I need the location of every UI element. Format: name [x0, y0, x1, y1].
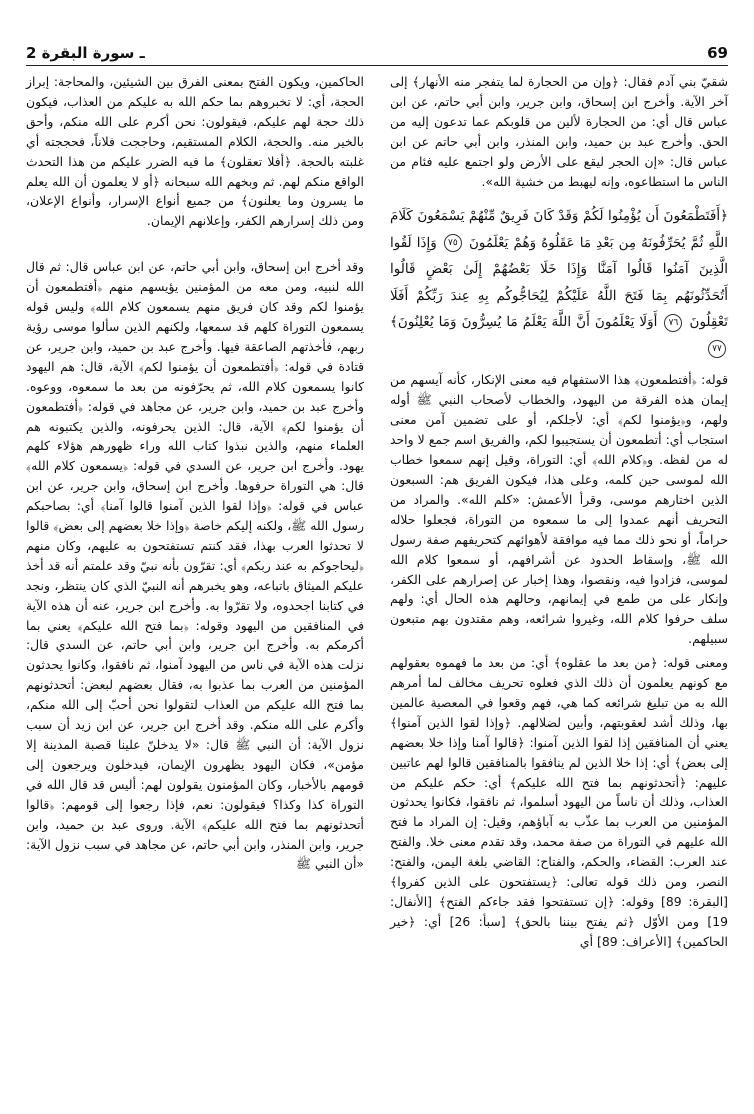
page-header [26, 44, 728, 64]
right-column [390, 72, 728, 956]
surah-title: 2 ـ سورة البقرة [26, 44, 145, 62]
quran-verse-block [390, 203, 728, 362]
verse-number-marker: ٧٧ [708, 340, 726, 358]
left-column [26, 72, 364, 878]
quran-verse-text: وَإِذَا لَقُوا الَّذِينَ آمَنُوا قَالُوا آمَنَّا وَإِذَا خَلَا بَعْضُهُمْ إِلَىٰ بَعْضٍ قَالُوا أَتُحَدِّثُونَهُم بِمَا فَتَحَ اللَّهُ عَلَيْكُمْ لِيُحَاجُّوكُم بِهِ عِندَ رَبِّكُمْ أَفَلَا تَعْقِلُونَ [390, 234, 729, 331]
verse-number-marker: ٧٥ [444, 234, 462, 252]
commentary-paragraph: وقد أخرج ابن إسحاق، وابن أبي حاتم، عن ابن عباس قال: ثم قال الله لنبيه، ومن معه من المؤمنين يؤيسهم منهم ﴿أفتطمعون أن يؤمنوا لكم وقد كان فريق منهم يسمعون كلام الله﴾ وليس قوله يسمعون التوراة كلهم قد سمعها، ولكنهم الذين سألوا موسى رؤية ربهم، فأخذتهم الصاعقة فيها. وأخرج عبد بن حميد، وابن جرير، عن قتادة في قوله: ﴿أفتطمعون أن يؤمنوا لكم﴾ الآية، قال: هم اليهود كانوا يسمعون كلام الله، ثم يحرّفونه من بعد ما سمعوه، ووعوه. وأخرج عبد بن حميد، وابن جرير، عن مجاهد في قوله: ﴿أفتطمعون أن يؤمنوا لكم﴾ الآية، قال: الذين يحرفونه، والذين يكتبونه هم العلماء منهم، والذين نبذوا كتاب الله وراء ظهورهم هؤلاء كلهم يهود. وأخرج ابن جرير، عن السدي في قوله: ﴿يسمعون كلام الله﴾ قال: هي التوراة حرفوها. وأخرج ابن إسحاق، وابن جرير، عن ابن عباس في قوله: ﴿وإذا لقوا الذين آمنوا قالوا آمنا﴾ أي: بصاحبكم رسول الله ﷺ، ولكنه إليكم خاصة ﴿وإذا خلا بعضهم إلى بعض﴾ قالوا لا تحدثوا العرب بهذا، فقد كنتم تستفتحون به عليهم، وكان منهم ﴿ليحاجوكم به عند ربكم﴾ أي: تقرّون بأنه نبيّ وقد علمتم أنه قد أخذ عليكم الميثاق باتباعه، وهو يخبرهم أنه النبيّ الذي كان ينتظر، ونجد في كتابنا اجحدوه، ولا تقرّوا به. وأخرج ابن جرير، عنه أن هذه الآية في المنافقين من اليهود وقوله: ﴿بما فتح الله عليكم﴾ يعني بما أكرمكم به. وأخرج ابن جرير، وابن أبي حاتم، عن السدي قال: نزلت هذه الآية في ناس من اليهود آمنوا، ثم نافقوا، وكانوا يحدثون المؤمنين من العرب بما عذبوا به، فقال بعضهم لبعض: أتحدثونهم بما فتح الله عليكم من العذاب لتقولوا نحن أحبّ إلى الله منكم، وأكرم على الله منكم. وقد أخرج ابن جرير، عن ابن زيد أن سبب نزول الآية: أن النبي ﷺ قال: «لا يدخلنّ علينا قصبة المدينة إلا مؤمن»، فكان اليهود يظهرون الإيمان، فيدخلون ويرجعون إلى قومهم بالأخبار، وكان المؤمنون يقولون لهم: أليس قد قال الله في التوراة كذا وكذا؟ فيقولون: نعم، فإذا رجعوا إلى قومهم: ﴿قالوا أتحدثونهم بما فتح الله عليكم﴾ الآية. وروى عبد بن حميد، وابن جرير، وابن المنذر، وابن أبي حاتم، عن مجاهد في سبب نزول الآية: «أن النبي ﷺ [26, 259, 364, 872]
verse-number-marker: ٧٦ [664, 314, 682, 332]
quran-verse-text: أَوَلَا يَعْلَمُونَ أَنَّ اللَّهَ يَعْلَمُ مَا يُسِرُّونَ وَمَا يُعْلِنُونَ﴾ [390, 314, 658, 331]
commentary-paragraph: قوله: ﴿أفتطمعون﴾ هذا الاستفهام فيه معنى الإنكار، كأنه آيسهم من إيمان هذه الفرقة من اليهود، والخطاب لأصحاب النبي ﷺ أوله ولهم، و﴿يؤمنوا لكم﴾ أي: لأجلكم، أو على تضمين آمن معنى استجاب أي: أتطمعون أن يستجيبوا لكم، والفريق اسم جمع لا واحد له من لفظه. و﴿كلام الله﴾ أي: التوراة، وقيل إنهم سمعوا خطاب الله لموسى حين كلمه، وعلى هذا، فيكون الفريق هم: السبعون الذين اختارهم موسى، وقرأ الأعمش: «كلم الله». والمراد من التحريف أنهم عمدوا إلى ما سمعوه من التوراة، فجعلوا حلاله حراماً، أو نحو ذلك مما فيه موافقة لأهوائهم كتحريفهم صفة رسول الله ﷺ، وإسقاط الحدود عن أشرافهم، أو سمعوا كلام الله لموسى، فزادوا فيه، ونقصوا، وهذا إخبار عن إصرارهم على الكفر، وإنكار على من طمع في إيمانهم، وحالهم هذه الحال أي: ولهم سلف حرفوا كلام الله، وغيروا شرائعه، وهم مقتدون بهم متبعون سبيلهم. [390, 372, 728, 647]
commentary-paragraph: ومعنى قوله: ﴿من بعد ما عقلوه﴾ أي: من بعد ما فهموه بعقولهم مع كونهم يعلمون أن ذلك الذي فعلوه تحريف مخالف لما أمرهم الله به من تبليغ شرائعه كما هي، فهم وقعوا في المعصية عالمين بها، وذلك أشد لعقوبتهم، وأبين لضلالهم. ﴿وإذا لقوا الذين آمنوا﴾ يعني أن المنافقين إذا لقوا الذين آمنوا: ﴿قالوا آمنا وإذا خلا بعضهم إلى بعض﴾ أي: إذا خلا الذين لم ينافقوا بالمنافقين قالوا لهم عاتبين عليهم: ﴿أتحدثونهم بما فتح الله عليكم﴾ أي: حكم عليكم من العذاب، وذلك أن ناساً من اليهود أسلموا، ثم نافقوا، فكانوا يحدثون المؤمنين من العرب بما عذّب به آباؤهم، وقيل: إن المراد ما فتح الله عليهم في التوراة من صفة محمد، وقد تقدم معنى خلا. والفتح عند العرب: القضاء، والحكم، والفتاح: القاضي بلغة اليمن، والفتح: النصر، ومن ذلك قوله تعالى: ﴿يستفتحون على الذين كفروا﴾ [البقرة: 89] وقوله: ﴿إن تستفتحوا فقد جاءكم الفتح﴾ [الأنفال: 19] ومن الأوّل ﴿ثم يفتح بيننا بالحق﴾ [سبأ: 26] أي: ﴿خير الحاكمين﴾ [الأعراف: 89] أي [390, 655, 728, 949]
quran-verse-text: ﴿أَفَتَطْمَعُونَ أَن يُؤْمِنُوا لَكُمْ وَقَدْ كَانَ فَرِيقٌ مِّنْهُمْ يَسْمَعُونَ كَلَامَ اللَّهِ ثُمَّ يُحَرِّفُونَهُ مِن بَعْدِ مَا عَقَلُوهُ وَهُمْ يَعْلَمُونَ [390, 208, 728, 251]
page-number: 69 [707, 44, 728, 62]
header-divider [26, 65, 728, 66]
commentary-paragraph: الحاكمين، ويكون الفتح بمعنى الفرق بين الشيئين، والمحاجة: إبراز الحجة، أي: لا تخبروهم بما حكم الله به عليكم من العذاب، فيكون ذلك حجة لهم عليكم، فيقولون: نحن أكرم على الله منكم، وأحق بالخير منه. والحجة، الكلام المستقيم، وحاججت فلاناً، فحججته أي غلبته بالحجة. ﴿أفلا تعقلون﴾ ما فيه الضرر عليكم من هذا التحدث الواقع منكم لهم. ثم وبخهم الله سبحانه ﴿أو لا يعلمون أن الله يعلم ما يسرون وما يعلنون﴾ من جميع أنواع الإسرار، وأنواع الإعلان، ومن ذلك إسرارهم الكفر، وإعلانهم الإيمان. [26, 74, 364, 229]
paragraph-gap [26, 235, 364, 257]
commentary-paragraph: شقيّ بني آدم فقال: ﴿وإن من الحجارة لما يتفجر منه الأنهار﴾ إلى آخر الآية. وأخرج ابن إسحاق، وابن جرير، وابن أبي حاتم، عن ابن عباس قال أي: من الحجارة لألين من قلوبكم عما تدعون إليه من الحق. وأخرج عبد بن حميد، وابن المنذر، وابن أبي حاتم عن ابن عباس قال: «إن الحجر ليقع على الأرض ولو اجتمع عليه فئام من الناس ما استطاعوه، وإنه ليهبط من خشية الله». [390, 74, 728, 189]
